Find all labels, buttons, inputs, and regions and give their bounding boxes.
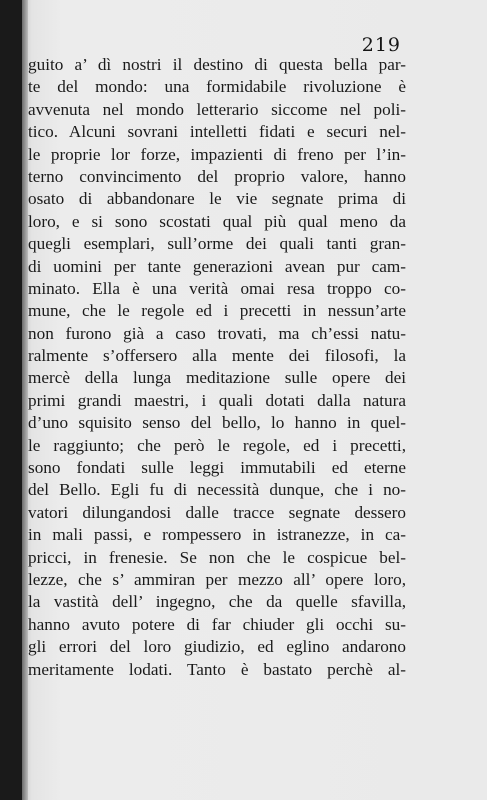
text-line: loro, e si sono scostati qual più qual meno da — [28, 211, 406, 231]
text-line: osato di abbandonare le vie segnate prima di — [28, 189, 406, 209]
text-line: minato. Ella è una verità omai resa troppo co- — [28, 278, 406, 298]
text-line: lezze, che s’ ammiran per mezzo all’ opere loro, — [28, 569, 406, 589]
text-line: d’uno squisito senso del bello, lo hanno in quel- — [28, 413, 406, 433]
text-line: terno convincimento del proprio valore, hanno — [28, 166, 406, 186]
text-line: in mali passi, e rompessero in istranezze, in ca- — [28, 525, 406, 545]
text-line: avvenuta nel mondo letterario siccome nel poli- — [28, 99, 406, 119]
text-line: vatori dilungandosi dalle tracce segnate dessero — [28, 502, 406, 522]
text-line: la vastità dell’ ingegno, che da quelle sfavilla, — [28, 592, 406, 612]
text-line: le proprie lor forze, impazienti di freno per l’in- — [28, 144, 406, 164]
text-line: di uomini per tante generazioni avean pur cam- — [28, 256, 406, 276]
text-line: mune, che le regole ed i precetti in nessun’arte — [28, 301, 406, 321]
text-line: gli errori del loro giudizio, ed eglino andarono — [28, 637, 406, 657]
text-line: del Bello. Egli fu di necessità dunque, che i no- — [28, 480, 406, 500]
text-line: hanno avuto potere di far chiuder gli occhi su- — [28, 614, 406, 634]
text-line: pricci, in frenesie. Se non che le cospicue bel- — [28, 547, 406, 567]
text-line: tico. Alcuni sovrani intelletti fidati e securi nel- — [28, 122, 406, 142]
text-line: meritamente lodati. Tanto è bastato perchè al- — [28, 659, 406, 679]
text-line: te del mondo: una formidabile rivoluzione è — [28, 77, 406, 97]
book-page — [22, 0, 487, 800]
page-number: 219 — [361, 34, 401, 56]
text-line: quegli esemplari, sull’orme dei quali tanti gran- — [28, 234, 406, 254]
body-text — [28, 54, 406, 681]
text-line: non furono già a caso trovati, ma ch’essi natu- — [28, 323, 406, 343]
text-line: ralmente s’offersero alla mente dei filosofi, la — [28, 346, 406, 366]
text-line: sono fondati sulle leggi immutabili ed eterne — [28, 458, 406, 478]
text-line: guito a’ dì nostri il destino di questa bella par- — [28, 55, 406, 74]
text-line: primi grandi maestri, i quali dotati dalla natura — [28, 390, 406, 410]
text-line: le raggiunto; che però le regole, ed i precetti, — [28, 435, 406, 455]
text-line: mercè della lunga meditazione sulle opere dei — [28, 368, 406, 388]
